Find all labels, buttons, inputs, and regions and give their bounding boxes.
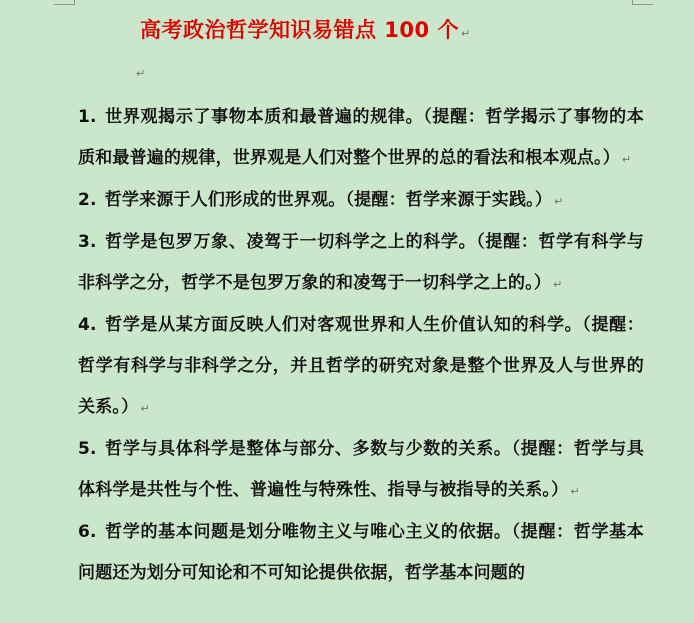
item-text: 哲学的基本问题是划分唯物主义与唯心主义的依据。（提醒：哲学基本问题还为划分可知论和不可知论提供依据，哲学基本问题的 [78, 522, 644, 583]
item-number: 2. [78, 190, 97, 210]
paragraph-mark-icon: ↵ [553, 278, 563, 291]
empty-paragraph [134, 62, 145, 81]
item-text: 世界观揭示了事物本质和最普遍的规律。（提醒：哲学揭示了事物的本质和最普遍的规律，世界观是人们对整个世界的总的看法和根本观点。） [78, 107, 644, 168]
item-number: 4. [78, 315, 97, 335]
crop-mark-top-right [632, 0, 653, 5]
list-item [78, 222, 644, 305]
item-number: 3. [78, 232, 97, 252]
crop-mark-top-left [54, 0, 75, 5]
paragraph-mark-icon: ↵ [621, 153, 632, 166]
item-text: 哲学与具体科学是整体与部分、多数与少数的关系。（提醒：哲学与具体科学是共性与个性、普遍性与特殊性、指导与被指导的关系。） [78, 439, 644, 500]
list-item [78, 512, 644, 594]
item-text: 哲学是包罗万象、凌驾于一切科学之上的科学。（提醒：哲学有科学与非科学之分，哲学不是包罗万象的和凌驾于一切科学之上的。） [78, 232, 644, 293]
list-item [78, 305, 644, 429]
item-text: 哲学是从某方面反映人们对客观世界和人生价值认知的科学。（提醒：哲学有科学与非科学之分，并且哲学的研究对象是整个世界及人与世界的关系。） [78, 315, 644, 417]
paragraph-mark-icon: ↵ [140, 402, 150, 415]
document-title [140, 14, 471, 44]
list-item [78, 97, 644, 180]
document-title-text: 高考政治哲学知识易错点 100 个 [140, 18, 459, 42]
item-number: 1. [78, 107, 97, 127]
paragraph-mark-icon: ↵ [570, 485, 580, 498]
item-number: 6. [78, 522, 97, 542]
item-text: 哲学来源于人们形成的世界观。（提醒：哲学来源于实践。） [104, 190, 553, 210]
paragraph-mark-icon: ↵ [136, 67, 146, 80]
list-item [78, 180, 644, 222]
paragraph-mark-icon: ↵ [460, 27, 471, 40]
paragraph-mark-icon: ↵ [554, 195, 564, 208]
list-item [78, 429, 644, 512]
item-number: 5. [78, 439, 97, 459]
document-body [78, 97, 644, 594]
